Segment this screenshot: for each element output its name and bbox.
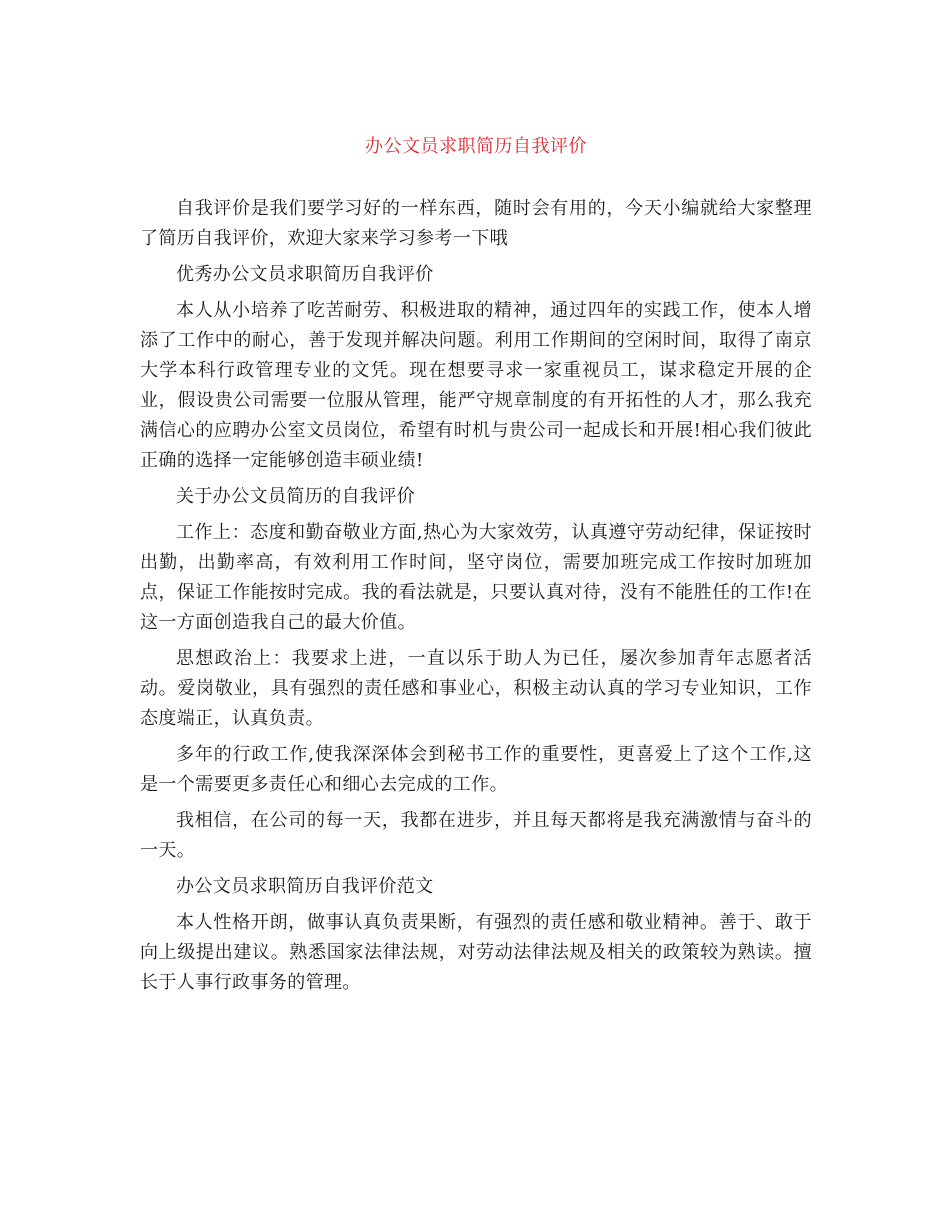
paragraph-self-intro: 本人从小培养了吃苦耐劳、积极进取的精神，通过四年的实践工作，使本人增添了工作中的耐心，善于发现并解决问题。利用工作期间的空闲时间，取得了南京大学本科行政管理专业的文凭。现在想要寻求一家重视员工，谋求稳定开展的企业，假设贵公司需要一位服从管理，能严守规章制度的有开拓性的人才，那么我充满信心的应聘办公室文员岗位，希望有时机与贵公司一起成长和开展!相心我们彼此正确的选择一定能够创造丰硕业绩! <box>140 300 812 471</box>
document-body <box>140 194 812 1004</box>
intro-paragraph: 自我评价是我们要学习好的一样东西，随时会有用的，今天小编就给大家整理了简历自我评价，欢迎大家来学习参考一下哦 <box>140 198 812 249</box>
section-heading-excellent: 优秀办公文员求职简历自我评价 <box>176 264 434 285</box>
paragraph-politics: 思想政治上：我要求上进，一直以乐于助人为已任，屡次参加青年志愿者活动。爱岗敬业，具有强烈的责任感和事业心，积极主动认真的学习专业知识，工作态度端正，认真负责。 <box>140 648 812 729</box>
document-title: 办公文员求职简历自我评价 <box>365 136 587 157</box>
paragraph-work: 工作上：态度和勤奋敬业方面,热心为大家效劳，认真遵守劳动纪律，保证按时出勤，出勤率高，有效利用工作时间，坚守岗位，需要加班完成工作按时加班加点，保证工作能按时完成。我的看法就是，只要认真对待，没有不能胜任的工作!在这一方面创造我自己的最大价值。 <box>140 522 812 633</box>
paragraph-personality: 本人性格开朗，做事认真负责果断，有强烈的责任感和敬业精神。善于、敢于向上级提出建议。熟悉国家法律法规，对劳动法律法规及相关的政策较为熟读。擅长于人事行政事务的管理。 <box>140 912 812 993</box>
paragraph-admin-work: 多年的行政工作,使我深深体会到秘书工作的重要性，更喜爱上了这个工作,这是一个需要更多责任心和细心去完成的工作。 <box>140 744 812 795</box>
section-heading-about: 关于办公文员简历的自我评价 <box>176 486 416 507</box>
section-heading-sample: 办公文员求职简历自我评价范文 <box>176 876 434 897</box>
paragraph-belief: 我相信，在公司的每一天，我都在进步，并且每天都将是我充满激情与奋斗的一天。 <box>140 810 812 861</box>
